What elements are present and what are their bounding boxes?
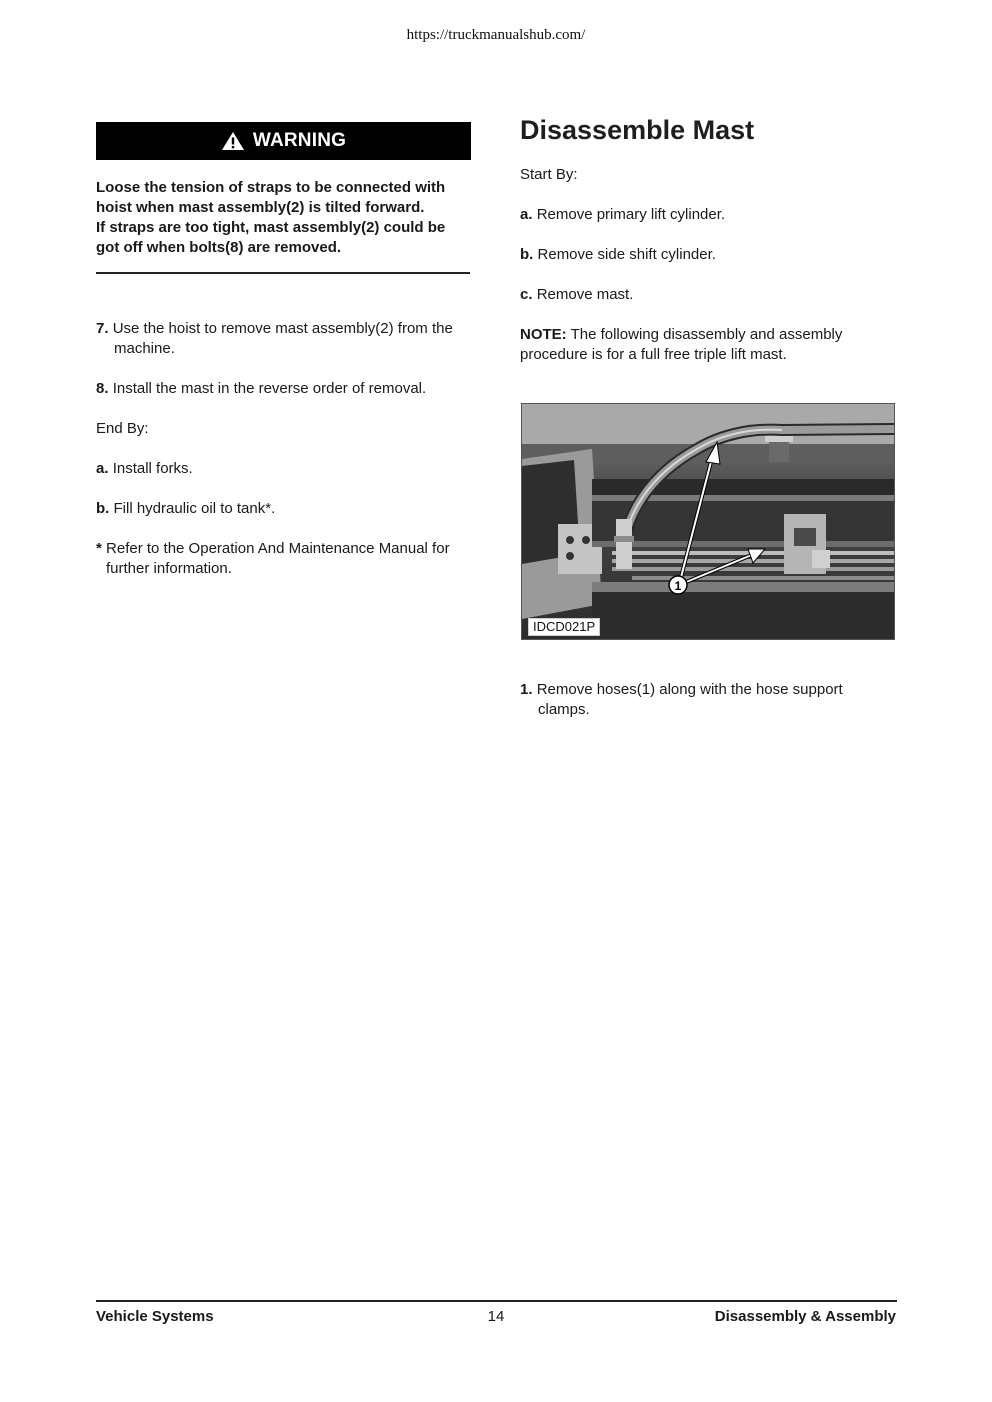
warning-text (96, 178, 471, 258)
step-text: Remove hoses(1) along with the hose support clamps. (536, 681, 843, 718)
item-letter: b. (96, 500, 110, 517)
start-by-item (520, 285, 895, 305)
footnote-text: Refer to the Operation And Maintenance Manual for further information. (106, 540, 450, 577)
footnote-mark: * (96, 540, 102, 557)
step-number: 7. (96, 320, 109, 337)
item-text: Remove mast. (536, 286, 634, 303)
step-number: 8. (96, 380, 109, 397)
end-by-item (96, 459, 471, 479)
footnote (96, 539, 471, 579)
figure-code: IDCD021P (528, 618, 600, 636)
start-by-item (520, 205, 895, 225)
item-text: Install forks. (112, 460, 193, 477)
footer-left: Vehicle Systems (96, 1308, 214, 1325)
step-text: Install the mast in the reverse order of removal. (112, 380, 427, 397)
step-item (96, 379, 471, 399)
warning-label: WARNING (252, 130, 347, 151)
callout-number: 1 (674, 579, 682, 593)
item-text: Remove side shift cylinder. (537, 246, 716, 263)
source-url[interactable]: https://truckmanualshub.com/ (406, 27, 586, 43)
left-column (96, 122, 471, 579)
end-by-item (96, 499, 471, 519)
step-item (96, 319, 471, 359)
item-letter: b. (520, 246, 534, 263)
item-text: Fill hydraulic oil to tank*. (113, 500, 276, 517)
warning-line: If straps are too tight, mast assembly(2) could be got off when bolts(8) are removed. (96, 219, 446, 256)
figure-photo (521, 403, 895, 640)
step-number: 1. (520, 681, 533, 698)
warning-triangle-icon (221, 131, 245, 151)
item-letter: a. (96, 460, 109, 477)
item-letter: c. (520, 286, 533, 303)
item-text: Remove primary lift cylinder. (536, 206, 726, 223)
warning-banner (96, 122, 471, 160)
mast-hoses-photo (522, 404, 894, 639)
note-label: NOTE: (520, 326, 567, 343)
right-column (520, 113, 895, 365)
right-steps (520, 680, 895, 720)
step-text: Use the hoist to remove mast assembly(2) from the machine. (112, 320, 453, 357)
note-text: The following disassembly and assembly procedure is for a full free triple lift mast. (520, 326, 843, 363)
note (520, 325, 895, 365)
start-by-label: Start By: (520, 166, 578, 183)
footer-right: Disassembly & Assembly (714, 1308, 896, 1325)
footer-divider (96, 1300, 897, 1302)
item-letter: a. (520, 206, 533, 223)
start-by-item (520, 245, 895, 265)
page-number: 14 (487, 1308, 505, 1325)
warning-line: Loose the tension of straps to be connected with hoist when mast assembly(2) is tilted forward. (96, 179, 446, 216)
end-by-label: End By: (96, 420, 149, 437)
section-title: Disassemble Mast (520, 115, 755, 145)
step-item (520, 680, 895, 720)
